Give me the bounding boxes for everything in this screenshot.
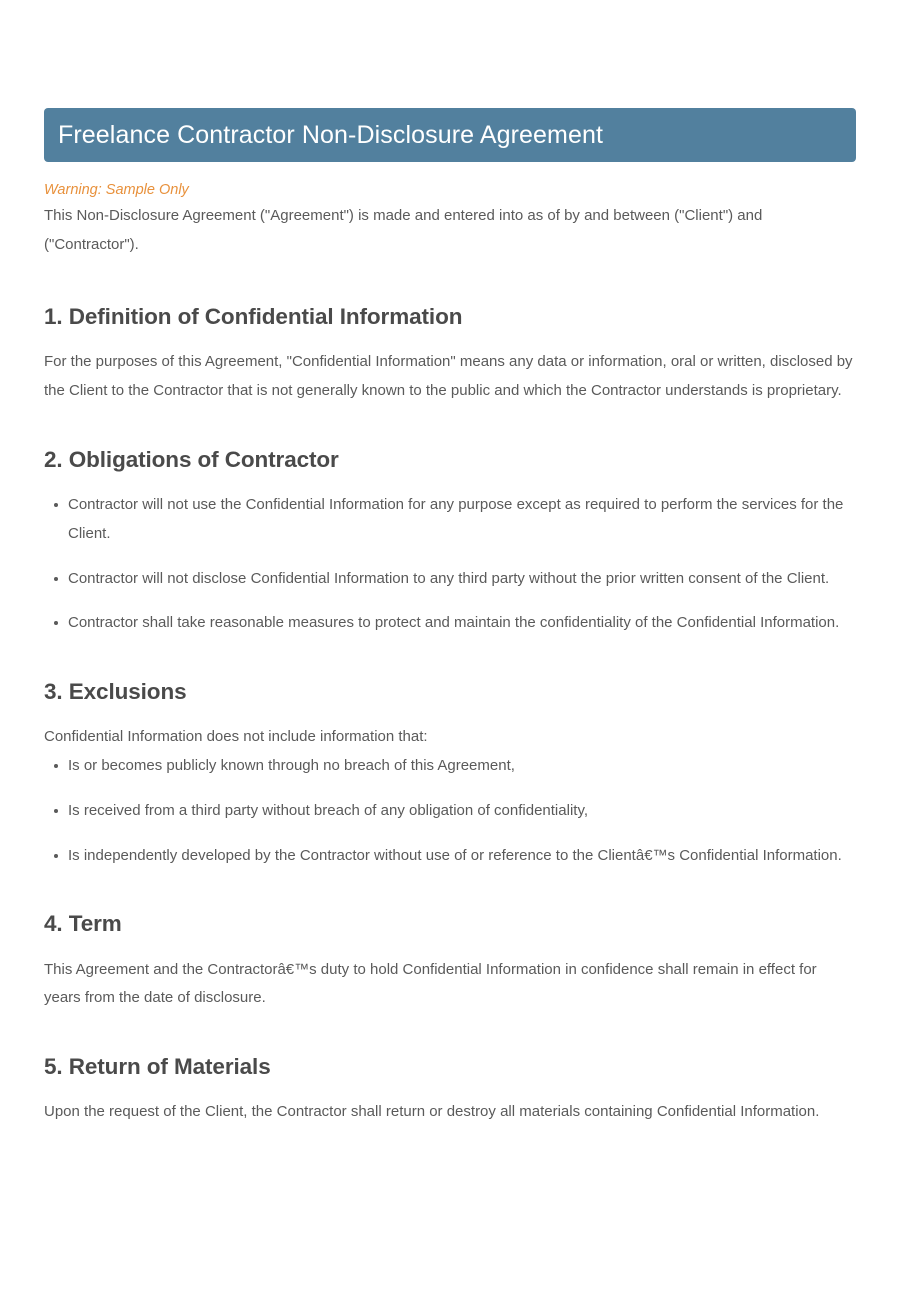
intro-paragraph: This Non-Disclosure Agreement ("Agreement") is made and entered into as of by and between ("Client") and ("Contractor"). [44,207,763,254]
obligations-bullet-list [44,491,856,638]
list-item: Is received from a third party without breach of any obligation of confidentiality, [68,797,856,826]
section-obligations-of-contractor [44,446,856,638]
list-item: Contractor shall take reasonable measures to protect and maintain the confidentiality of the Confidential Information. [68,609,856,638]
section-exclusions [44,678,856,870]
document-title-banner [44,108,856,162]
exclusions-bullet-list [44,752,856,870]
sample-warning-note: Warning: Sample Only [44,182,189,198]
list-item: Is or becomes publicly known through no breach of this Agreement, [68,752,856,781]
list-item: Is independently developed by the Contractor without use of or reference to the Clientâ€™s Confidential Information. [68,842,856,871]
section-heading: 4. Term [44,911,122,937]
section-paragraph: Upon the request of the Client, the Contractor shall return or destroy all materials containing Confidential Information. [44,1103,820,1121]
section-return-of-materials [44,1053,856,1127]
section-heading: 1. Definition of Confidential Information [44,304,463,330]
section-term [44,910,856,1013]
section-paragraph: For the purposes of this Agreement, "Confidential Information" means any data or information, oral or written, disclosed by the Client to the Contractor that is not generally known to the public and which the Contractor understands is proprietary. [44,353,853,399]
section-heading: 3. Exclusions [44,679,187,705]
intro-block [44,179,856,260]
list-item: Contractor will not disclose Confidential Information to any third party without the prior written consent of the Client. [68,565,856,594]
section-lead-paragraph: Confidential Information does not include information that: [44,728,428,746]
section-heading: 5. Return of Materials [44,1054,271,1080]
section-definition-of-confidential-information [44,303,856,406]
section-heading: 2. Obligations of Contractor [44,446,339,472]
page-title: Freelance Contractor Non-Disclosure Agreement [58,120,604,149]
section-paragraph: This Agreement and the Contractorâ€™s duty to hold Confidential Information in confidence shall remain in effect for years from the date of disclosure. [44,960,817,1007]
list-item: Contractor will not use the Confidential Information for any purpose except as required to perform the services for the Client. [68,491,856,549]
